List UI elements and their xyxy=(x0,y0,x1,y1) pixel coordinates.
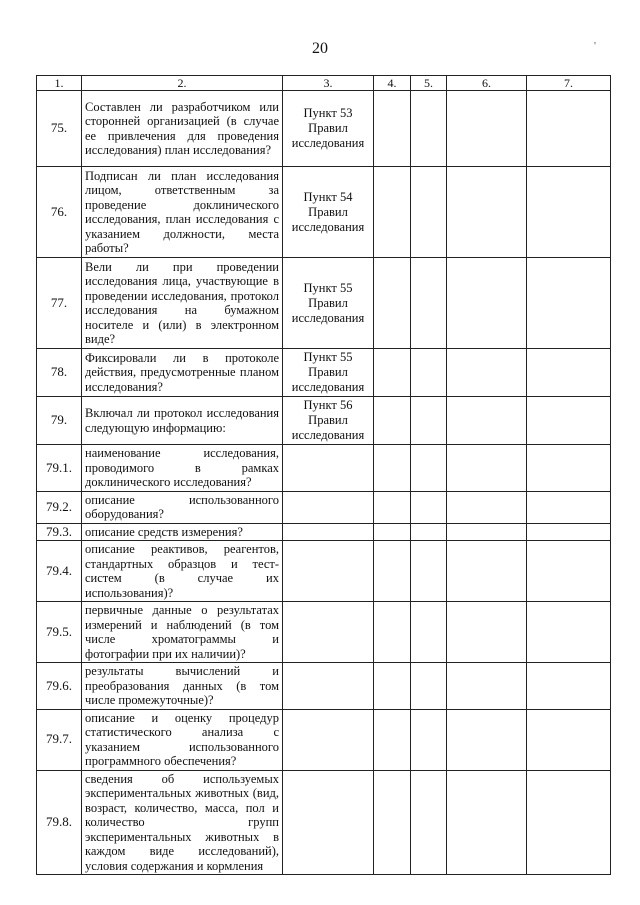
item-reference xyxy=(283,491,374,523)
item-reference xyxy=(283,770,374,875)
item-question: описание использованного оборудования? xyxy=(82,491,283,523)
cell-col-7 xyxy=(527,91,611,167)
page-number: 20 xyxy=(312,40,328,57)
cell-col-7 xyxy=(527,349,611,397)
item-question: наименование исследования, проводимого в рамках доклинического исследования? xyxy=(82,445,283,492)
cell-col-7 xyxy=(527,709,611,770)
table-row xyxy=(37,397,611,445)
cell-col-7 xyxy=(527,491,611,523)
cell-col-6 xyxy=(447,491,527,523)
table-row xyxy=(37,541,611,602)
cell-col-6 xyxy=(447,91,527,167)
cell-col-5 xyxy=(411,523,447,541)
item-question: Включал ли протокол исследования следующую информацию: xyxy=(82,397,283,445)
cell-col-7 xyxy=(527,523,611,541)
item-number: 76. xyxy=(37,167,82,258)
item-number: 79.6. xyxy=(37,663,82,710)
cell-col-4 xyxy=(374,523,411,541)
cell-col-5 xyxy=(411,167,447,258)
table-row xyxy=(37,602,611,663)
item-reference xyxy=(283,709,374,770)
cell-col-7 xyxy=(527,397,611,445)
cell-col-4 xyxy=(374,663,411,710)
item-question: Составлен ли разработчиком или сторонней организацией (в случае ее привлечения для проведения исследования) план исследования? xyxy=(82,91,283,167)
item-question: Фиксировали ли в протоколе действия, предусмотренные планом исследования? xyxy=(82,349,283,397)
header-col-2: 2. xyxy=(82,76,283,91)
item-reference: Пункт 55 Правил исследования xyxy=(283,349,374,397)
table-row xyxy=(37,445,611,492)
cell-col-7 xyxy=(527,167,611,258)
item-number: 79. xyxy=(37,397,82,445)
cell-col-4 xyxy=(374,491,411,523)
checklist-table xyxy=(36,75,611,875)
cell-col-5 xyxy=(411,349,447,397)
item-number: 79.2. xyxy=(37,491,82,523)
cell-col-4 xyxy=(374,397,411,445)
item-number: 79.4. xyxy=(37,541,82,602)
header-col-4: 4. xyxy=(374,76,411,91)
header-col-1: 1. xyxy=(37,76,82,91)
header-col-7: 7. xyxy=(527,76,611,91)
cell-col-5 xyxy=(411,91,447,167)
item-reference xyxy=(283,602,374,663)
cell-col-5 xyxy=(411,445,447,492)
table-row xyxy=(37,523,611,541)
item-question: сведения об используемых экспериментальных животных (вид, возраст, количество, масса, пол и количество групп экспериментальных животных в каждом виде исследований), условия содержания и кормления xyxy=(82,770,283,875)
item-question: первичные данные о результатах измерений и наблюдений (в том числе хроматограммы и фотографии при их наличии)? xyxy=(82,602,283,663)
cell-col-6 xyxy=(447,523,527,541)
cell-col-5 xyxy=(411,709,447,770)
header-col-3: 3. xyxy=(283,76,374,91)
item-number: 78. xyxy=(37,349,82,397)
item-number: 79.3. xyxy=(37,523,82,541)
cell-col-7 xyxy=(527,663,611,710)
item-number: 79.8. xyxy=(37,770,82,875)
cell-col-6 xyxy=(447,602,527,663)
header-col-5: 5. xyxy=(411,76,447,91)
cell-col-4 xyxy=(374,541,411,602)
cell-col-5 xyxy=(411,770,447,875)
cell-col-4 xyxy=(374,709,411,770)
item-question: результаты вычислений и преобразования данных (в том числе промежуточные)? xyxy=(82,663,283,710)
header-row xyxy=(37,76,611,91)
cell-col-6 xyxy=(447,770,527,875)
cell-col-6 xyxy=(447,167,527,258)
cell-col-6 xyxy=(447,445,527,492)
cell-col-4 xyxy=(374,258,411,349)
cell-col-7 xyxy=(527,445,611,492)
item-question: описание реактивов, реагентов, стандартных образцов и тест-систем (в случае их использования)? xyxy=(82,541,283,602)
item-reference xyxy=(283,663,374,710)
cell-col-5 xyxy=(411,663,447,710)
item-question: Вели ли при проведении исследования лица, участвующие в проведении исследования, протокол исследования на бумажном носителе и (или) в электронном виде? xyxy=(82,258,283,349)
item-reference: Пункт 55 Правил исследования xyxy=(283,258,374,349)
table-row xyxy=(37,709,611,770)
item-reference: Пункт 54 Правил исследования xyxy=(283,167,374,258)
cell-col-5 xyxy=(411,258,447,349)
table-row xyxy=(37,258,611,349)
cell-col-4 xyxy=(374,770,411,875)
cell-col-6 xyxy=(447,349,527,397)
header-col-6: 6. xyxy=(447,76,527,91)
cell-col-6 xyxy=(447,258,527,349)
cell-col-4 xyxy=(374,167,411,258)
item-reference xyxy=(283,541,374,602)
table-row xyxy=(37,491,611,523)
table-row xyxy=(37,349,611,397)
cell-col-6 xyxy=(447,709,527,770)
item-number: 77. xyxy=(37,258,82,349)
item-reference: Пункт 56 Правил исследования xyxy=(283,397,374,445)
item-number: 75. xyxy=(37,91,82,167)
cell-col-4 xyxy=(374,445,411,492)
item-question: Подписан ли план исследования лицом, ответственным за проведение доклинического исследования, план исследования с указанием должности, места работы? xyxy=(82,167,283,258)
cell-col-4 xyxy=(374,91,411,167)
cell-col-5 xyxy=(411,397,447,445)
table-row xyxy=(37,770,611,875)
table-row xyxy=(37,663,611,710)
cell-col-5 xyxy=(411,491,447,523)
cell-col-7 xyxy=(527,258,611,349)
cell-col-7 xyxy=(527,602,611,663)
item-number: 79.7. xyxy=(37,709,82,770)
item-question: описание средств измерения? xyxy=(82,523,283,541)
scan-mark: ' xyxy=(594,40,596,52)
item-number: 79.5. xyxy=(37,602,82,663)
cell-col-4 xyxy=(374,602,411,663)
item-reference: Пункт 53 Правил исследования xyxy=(283,91,374,167)
item-reference xyxy=(283,523,374,541)
cell-col-5 xyxy=(411,541,447,602)
cell-col-6 xyxy=(447,397,527,445)
item-number: 79.1. xyxy=(37,445,82,492)
cell-col-7 xyxy=(527,541,611,602)
cell-col-6 xyxy=(447,541,527,602)
table-row xyxy=(37,167,611,258)
item-reference xyxy=(283,445,374,492)
cell-col-5 xyxy=(411,602,447,663)
cell-col-4 xyxy=(374,349,411,397)
table-row xyxy=(37,91,611,167)
item-question: описание и оценку процедур статистического анализа с указанием использованного программного обеспечения? xyxy=(82,709,283,770)
cell-col-6 xyxy=(447,663,527,710)
cell-col-7 xyxy=(527,770,611,875)
